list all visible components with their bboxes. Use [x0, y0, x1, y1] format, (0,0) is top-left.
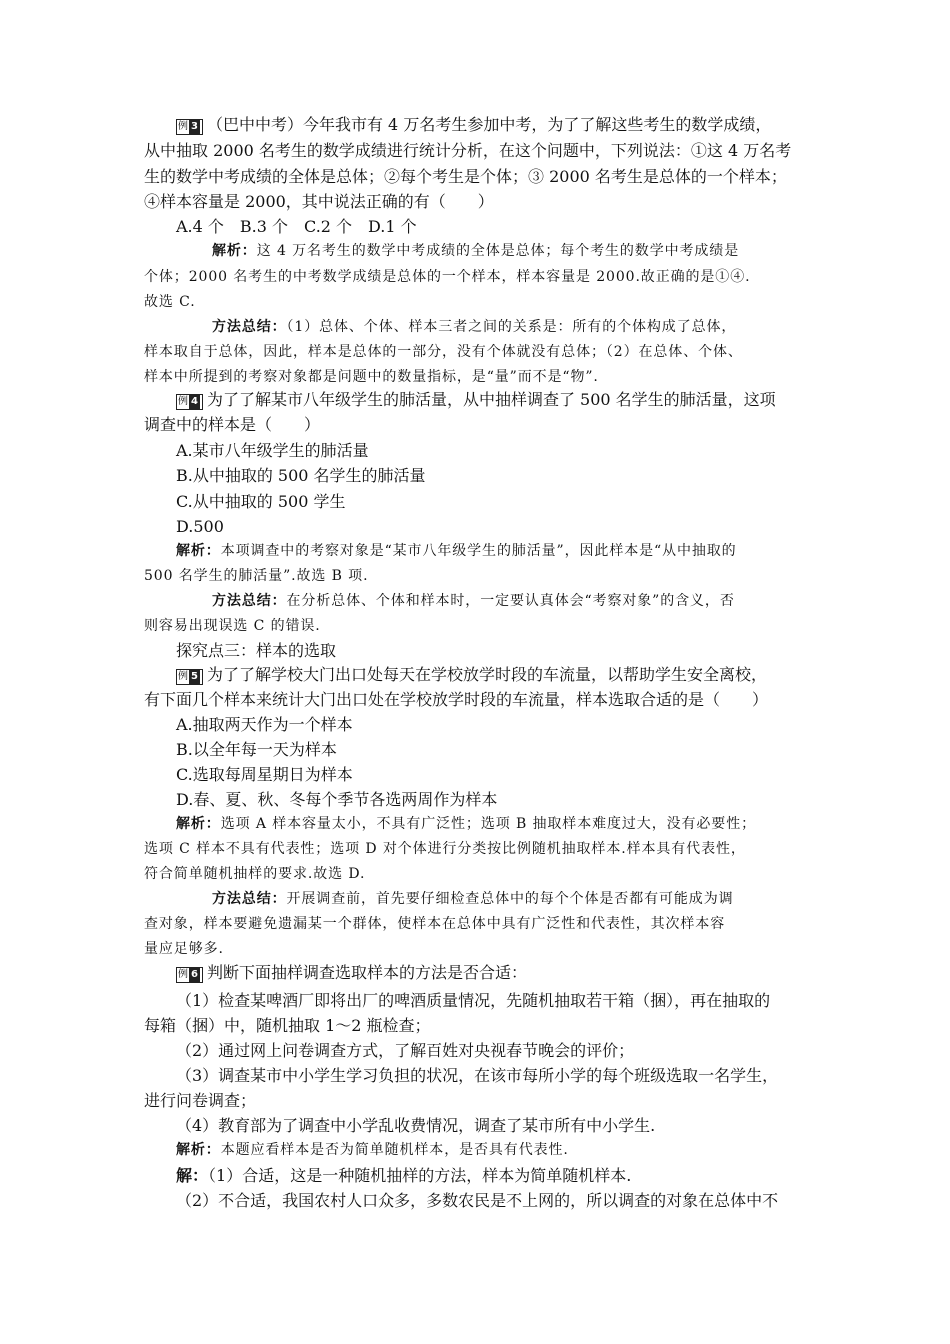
example-5-option-d: D.春、夏、秋、冬每个季节各选两周作为样本: [176, 790, 498, 809]
example-3-options: A.4 个 B.3 个 C.2 个 D.1 个: [176, 217, 417, 236]
example-6-line-1: 例 6 判断下面抽样调查选取样本的方法是否合适：: [178, 963, 527, 982]
example-6-tag: 例 6: [176, 967, 203, 983]
example-3-analysis-1: 解析：这 4 万名考生的数学中考成绩的全体是总体；每个考生的数学中考成绩是: [212, 243, 740, 259]
example-4-analysis-2: 500 名学生的肺活量”.故选 B 项.: [144, 568, 369, 584]
example-3-line-1: 例 3 （巴中中考）今年我市有 4 万名考生参加中考，为了了解这些考生的数学成绩，: [178, 115, 772, 134]
example-5-analysis-3: 符合简单随机抽样的要求.故选 D.: [144, 866, 366, 882]
example-3-summary-2: 样本取自于总体，因此，样本是总体的一部分，没有个体就没有总体；（2）在总体、个体、: [144, 344, 743, 360]
example-5-line-1: 例 5 为了了解学校大门出口处每天在学校放学时段的车流量，以帮助学生安全离校，: [178, 665, 767, 684]
example-5-analysis-2: 选项 C 样本不具有代表性；选项 D 对个体进行分类按比例随机抽取样本.样本具有代表性，: [144, 841, 746, 857]
example-5-summary-1: 方法总结：开展调查前，首先要仔细检查总体中的每个个体是否都有可能成为调: [212, 891, 734, 907]
example-6-item-2: （2）通过网上问卷调查方式，了解百姓对央视春节晚会的评价；: [176, 1041, 635, 1060]
example-5-line-2: 有下面几个样本来统计大门出口处在学校放学时段的车流量，样本选取合适的是（ ）: [144, 690, 769, 709]
example-4-option-c: C.从中抽取的 500 学生: [176, 492, 346, 511]
example-5-option-c: C.选取每周星期日为样本: [176, 765, 353, 784]
example-4-summary-1: 方法总结：在分析总体、个体和样本时，一定要认真体会“考察对象”的含义，否: [212, 593, 735, 609]
example-4-summary-2: 则容易出现误选 C 的错误.: [144, 618, 321, 634]
example-3-summary-1: 方法总结：（1）总体、个体、样本三者之间的关系是：所有的个体构成了总体，: [212, 319, 737, 335]
section-heading: 探究点三：样本的选取: [176, 641, 337, 660]
example-3-summary-3: 样本中所提到的考察对象都是问题中的数量指标，是“量”而不是“物”.: [144, 369, 599, 385]
example-4-option-b: B.从中抽取的 500 名学生的肺活量: [176, 466, 426, 485]
example-3-line-3: 生的数学中考成绩的全体是总体；②每个考生是个体；③ 2000 名考生是总体的一个样本；: [144, 167, 787, 186]
example-6-item-4: （4）教育部为了调查中小学乱收费情况，调查了某市所有中小学生.: [176, 1116, 656, 1135]
example-4-line-2: 调查中的样本是（ ）: [144, 415, 321, 434]
example-6-analysis: 解析：本题应看样本是否为简单随机样本，是否具有代表性.: [176, 1142, 569, 1158]
example-4-line-1: 例 4 为了了解某市八年级学生的肺活量，从中抽样调查了 500 名学生的肺活量，这项: [178, 390, 776, 409]
example-6-solution-2: （2）不合适，我国农村人口众多，多数农民是不上网的，所以调查的对象在总体中不: [176, 1191, 779, 1210]
example-3-analysis-2: 个体；2000 名考生的中考数学成绩是总体的一个样本，样本容量是 2000.故正确的是①④.: [144, 269, 751, 285]
example-3-tag: 例 3: [176, 119, 203, 135]
example-3-line-4: ④样本容量是 2000，其中说法正确的有（ ）: [144, 192, 494, 211]
example-5-option-b: B.以全年每一天为样本: [176, 740, 337, 759]
example-6-item-1b: 每箱（捆）中，随机抽取 1～2 瓶检查；: [144, 1016, 431, 1035]
example-6-item-3a: （3）调查某市中小学生学习负担的状况，在该市每所小学的每个班级选取一名学生，: [176, 1066, 779, 1085]
example-4-option-a: A.某市八年级学生的肺活量: [176, 441, 369, 460]
example-5-option-a: A.抽取两天作为一个样本: [176, 715, 353, 734]
example-5-summary-2: 查对象，样本要避免遗漏某一个群体，使样本在总体中具有广泛性和代表性，其次样本容: [144, 916, 726, 932]
example-4-option-d: D.500: [176, 517, 224, 536]
example-3-line-2: 从中抽取 2000 名考生的数学成绩进行统计分析，在这个问题中，下列说法：①这 4 万名考: [144, 141, 792, 160]
example-5-tag: 例 5: [176, 669, 203, 685]
example-6-item-3b: 进行问卷调查；: [144, 1091, 257, 1110]
example-6-item-1a: （1）检查某啤酒厂即将出厂的啤酒质量情况，先随机抽取若干箱（捆），再在抽取的: [176, 991, 771, 1010]
example-4-analysis-1: 解析：本项调查中的考察对象是“某市八年级学生的肺活量”，因此样本是“从中抽取的: [176, 543, 737, 559]
example-4-tag: 例 4: [176, 394, 203, 410]
example-6-solution-1: 解：（1）合适，这是一种随机抽样的方法，样本为简单随机样本.: [176, 1166, 632, 1185]
example-5-analysis-1: 解析：选项 A 样本容量太小，不具有广泛性；选项 B 抽取样本难度过大，没有必要性；: [176, 816, 757, 832]
example-5-summary-3: 量应足够多.: [144, 941, 224, 957]
example-3-analysis-3: 故选 C.: [144, 294, 196, 310]
